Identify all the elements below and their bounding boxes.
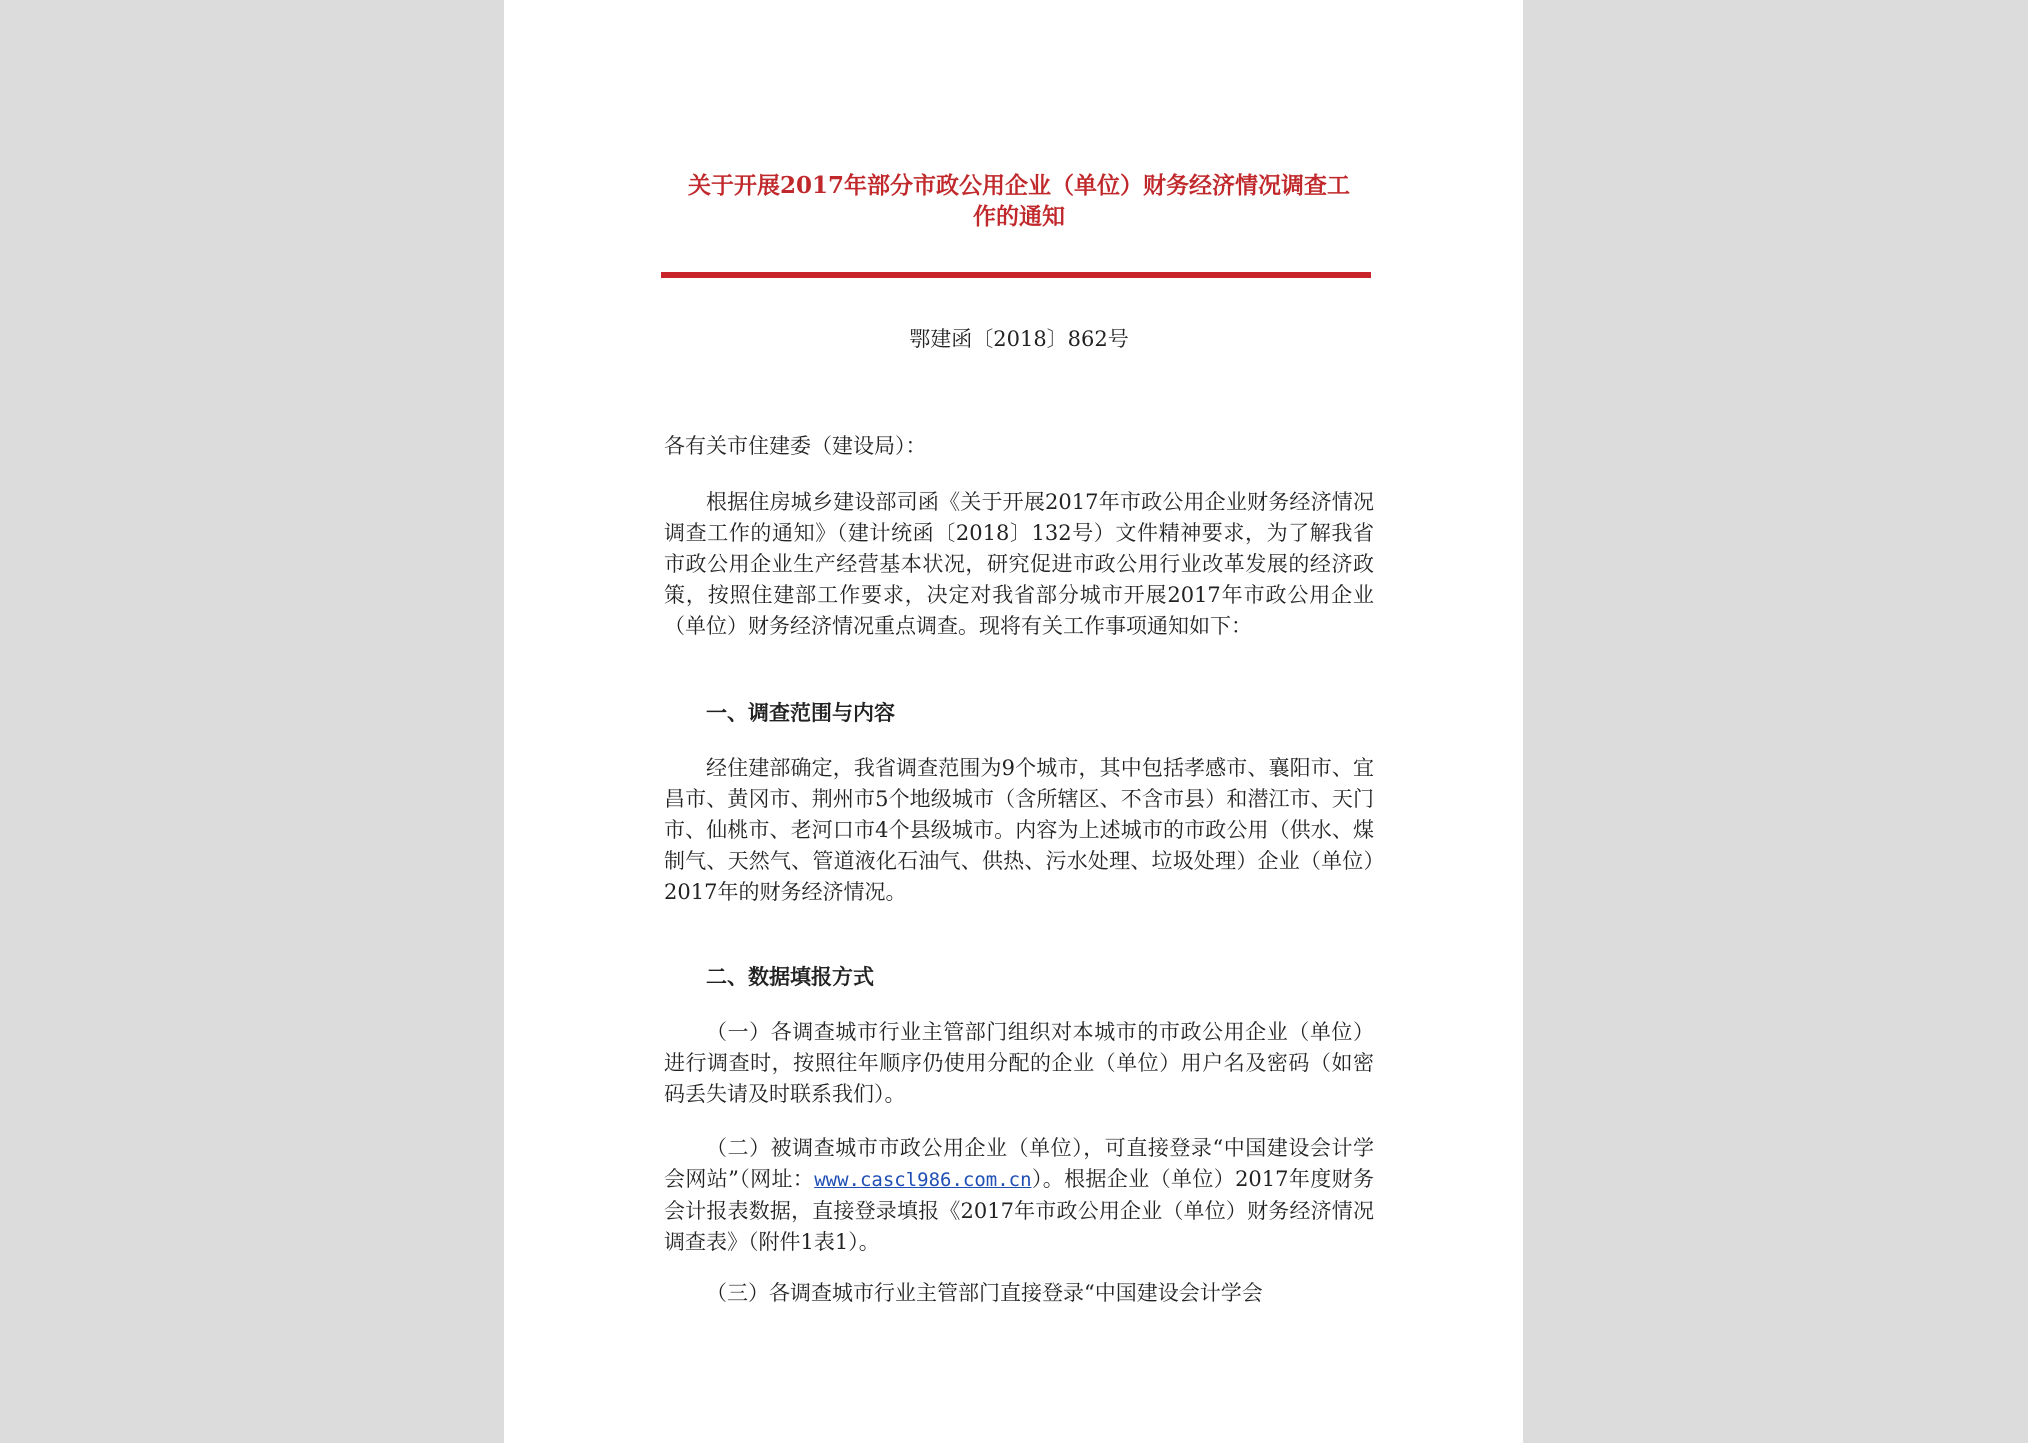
red-divider — [661, 272, 1371, 278]
scope-paragraph-block — [664, 753, 1374, 908]
item-3-block — [664, 1278, 1374, 1309]
item-2-text-b: ）。根据企业（单位）2017年度财务会计报表数据，直接登录填报《2017年市政公用企业（单位）财务经济情况调查表》（附件1表1）。 — [664, 1167, 1374, 1254]
item-2-paragraph — [664, 1133, 1374, 1258]
item-1-paragraph: （一）各调查城市行业主管部门组织对本城市的市政公用企业（单位）进行调查时，按照往年顺序仍使用分配的企业（单位）用户名及密码（如密码丢失请及时联系我们）。 — [664, 1020, 1374, 1106]
intro-paragraph-block — [664, 487, 1374, 642]
document-page — [504, 0, 1523, 1443]
document-number: 鄂建函〔2018〕862号 — [909, 327, 1129, 351]
website-link[interactable]: www.cascl986.com.cn — [814, 1169, 1032, 1191]
section-heading-reporting: 二、数据填报方式 — [706, 964, 874, 989]
section-heading-scope: 一、调查范围与内容 — [706, 700, 895, 725]
item-1-block — [664, 1017, 1374, 1110]
intro-paragraph: 根据住房城乡建设部司函《关于开展2017年市政公用企业财务经济情况调查工作的通知》（建计统函〔2018〕132号）文件精神要求，为了解我省市政公用企业生产经营基本状况，研究促进市政公用行业改革发展的经济政策，按照住建部工作要求，决定对我省部分城市开展2017年市政公用企业（单位）财务经济情况重点调查。现将有关工作事项通知如下： — [664, 490, 1374, 638]
scope-paragraph: 经住建部确定，我省调查范围为9个城市，其中包括孝感市、襄阳市、宜昌市、黄冈市、荆州市5个地级城市（含所辖区、不含市县）和潜江市、天门市、仙桃市、老河口市4个县级城市。内容为上述城市的市政公用（供水、煤制气、天然气、管道液化石油气、供热、污水处理、垃圾处理）企业（单位）2017年的财务经济情况。 — [664, 756, 1374, 904]
document-title-line-2: 作的通知 — [973, 203, 1065, 230]
item-2-text-a: （二）被调查城市市政公用企业（单位），可直接登录“中国建设会计学会网站”（网址： — [664, 1136, 1374, 1191]
section-heading-1-block — [664, 697, 1374, 728]
item-3-paragraph: （三）各调查城市行业主管部门直接登录“中国建设会计学会 — [706, 1281, 1263, 1305]
section-heading-2-block — [664, 961, 1374, 992]
document-title-line-1: 关于开展2017年部分市政公用企业（单位）财务经济情况调查工 — [687, 172, 1350, 199]
document-title — [664, 170, 1374, 232]
salutation: 各有关市住建委（建设局）： — [664, 434, 927, 458]
document-body — [664, 431, 1374, 462]
item-2-block — [664, 1133, 1374, 1258]
